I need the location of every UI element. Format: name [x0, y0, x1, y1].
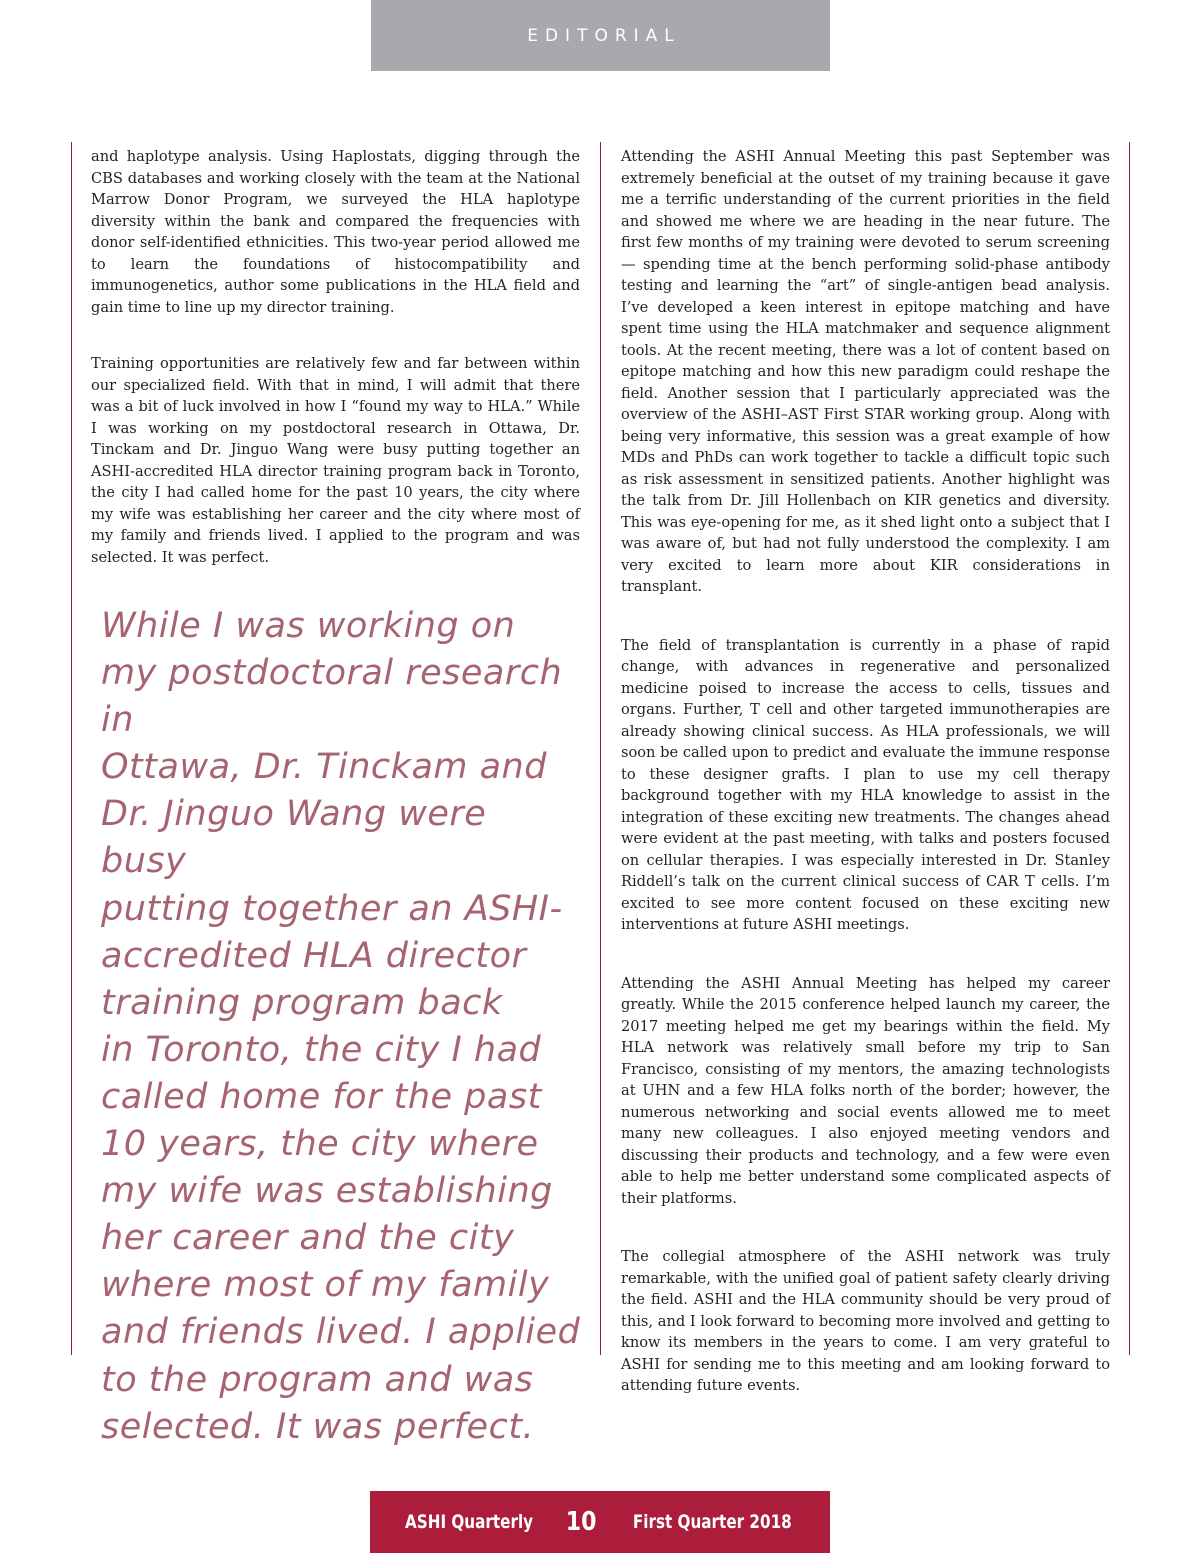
pull-quote-line: Ottawa, Dr. Tinckam and	[101, 747, 547, 788]
right-column	[621, 146, 1110, 1397]
left-column-rule	[71, 142, 72, 1355]
pull-quote-line: in Toronto, the city I had	[101, 1029, 542, 1070]
pull-quote-line: called home for the past	[101, 1076, 542, 1117]
right-column-rule	[1129, 142, 1130, 1355]
center-column-rule	[600, 142, 601, 1355]
body-paragraph: The collegial atmosphere of the ASHI network was truly remarkable, with the unified goal of patient safety clearly driving the field. ASHI and the HLA community should be very proud of this, and I look forward to becoming more involved and getting to know its members in the years to come. I am very grateful to ASHI for sending me to this meeting and am looking forward to attending future events.	[621, 1248, 1110, 1394]
footer-bar	[370, 1491, 830, 1553]
pull-quote-line: training program back	[101, 982, 503, 1023]
pull-quote	[101, 603, 581, 1451]
body-paragraph: The field of transplantation is currently in a phase of rapid change, with advances in regenerative and personalized medicine poised to increase the access to cells, tissues and organs. Further, T cell and other targeted immunotherapies are already showing clinical success. As HLA professionals, we will soon be called upon to predict and evaluate the immune response to these designer grafts. I plan to use my cell therapy background together with my HLA knowledge to assist in the integration of these exciting new treatments. The changes ahead were evident at the past meeting, with talks and posters focused on cellular therapies. I was especially interested in Dr. Stanley Riddell’s talk on the current clinical success of CAR T cells. I’m excited to see more content focused on these exciting new interventions at future ASHI meetings.	[621, 636, 1110, 933]
page-number: 10	[565, 1507, 597, 1537]
issue-label: First Quarter 2018	[632, 1511, 792, 1533]
section-header-tab	[371, 0, 830, 71]
left-column	[91, 146, 580, 568]
body-paragraph: Training opportunities are relatively few and far between within our specialized field. With that in mind, I will admit that there was a bit of luck involved in how I “found my way to HLA.” While I was working on my postdoctoral research in Ottawa, Dr. Tinckam and Dr. Jinguo Wang were busy putting together an ASHI-accredited HLA director training program back in Toronto, the city I had called home for the past 10 years, the city where my wife was establishing her career and the city where most of my family and friends lived. I applied to the program and was selected. It was perfect.	[91, 355, 580, 566]
body-paragraph: Attending the ASHI Annual Meeting has helped my career greatly. While the 2015 conference helped launch my career, the 2017 meeting helped me get my bearings within the field. My HLA network was relatively small before my trip to San Francisco, consisting of my mentors, the amazing technologists at UHN and a few HLA folks north of the border; however, the numerous networking and social events allowed me to meet many new colleagues. I also enjoyed meeting vendors and discussing their products and technology, and a few were even able to help me better understand some complicated aspects of their platforms.	[621, 974, 1110, 1207]
pull-quote-line: where most of my family	[101, 1265, 550, 1306]
body-paragraph: Attending the ASHI Annual Meeting this past September was extremely beneficial at the outset of my training because it gave me a terrific understanding of the current priorities in the field and showed me where we are heading in the near future. The first few months of my training were devoted to serum screening — spending time at the bench performing solid-phase antibody testing and learning the “art” of single-antigen bead analysis. I’ve developed a keen interest in epitope matching and have spent time using the HLA matchmaker and sequence alignment tools. At the recent meeting, there was a lot of content based on epitope matching and how this new paradigm could reshape the field. Another session that I particularly appreciated was the overview of the ASHI–AST First STAR working group. Along with being very informative, this session was a great example of how MDs and PhDs can work together to tackle a difficult topic such as risk assessment in sensitized patients. Another highlight was the talk from Dr. Jill Hollenbach on KIR genetics and diversity. This was eye-opening for me, as it shed light onto a subject that I was aware of, but had not fully understood the complexity. I am very excited to learn more about KIR considerations in transplant.	[621, 148, 1110, 595]
publication-name: ASHI Quarterly	[404, 1511, 533, 1533]
pull-quote-line: putting together an ASHI-	[101, 888, 563, 929]
pull-quote-line: Dr. Jinguo Wang were busy	[101, 794, 487, 882]
pull-quote-line: selected. It was perfect.	[101, 1406, 535, 1447]
pull-quote-line: my postdoctoral research in	[101, 653, 563, 741]
section-label: EDITORIAL	[527, 25, 681, 46]
pull-quote-line: While I was working on	[101, 606, 516, 646]
pull-quote-line: her career and the city	[101, 1218, 515, 1259]
pull-quote-line: to the program and was	[101, 1359, 534, 1400]
pull-quote-line: 10 years, the city where	[101, 1124, 539, 1165]
pull-quote-line: accredited HLA director	[101, 935, 527, 976]
body-paragraph: and haplotype analysis. Using Haplostats, digging through the CBS databases and working closely with the team at the National Marrow Donor Program, we surveyed the HLA haplotype diversity within the bank and compared the frequencies with donor self-identified ethnicities. This two-year period allowed me to learn the foundations of histocompatibility and immunogenetics, author some publications in the HLA field and gain time to line up my director training.	[91, 148, 580, 316]
pull-quote-line: and friends lived. I applied	[101, 1312, 581, 1353]
pull-quote-line: my wife was establishing	[101, 1171, 553, 1212]
